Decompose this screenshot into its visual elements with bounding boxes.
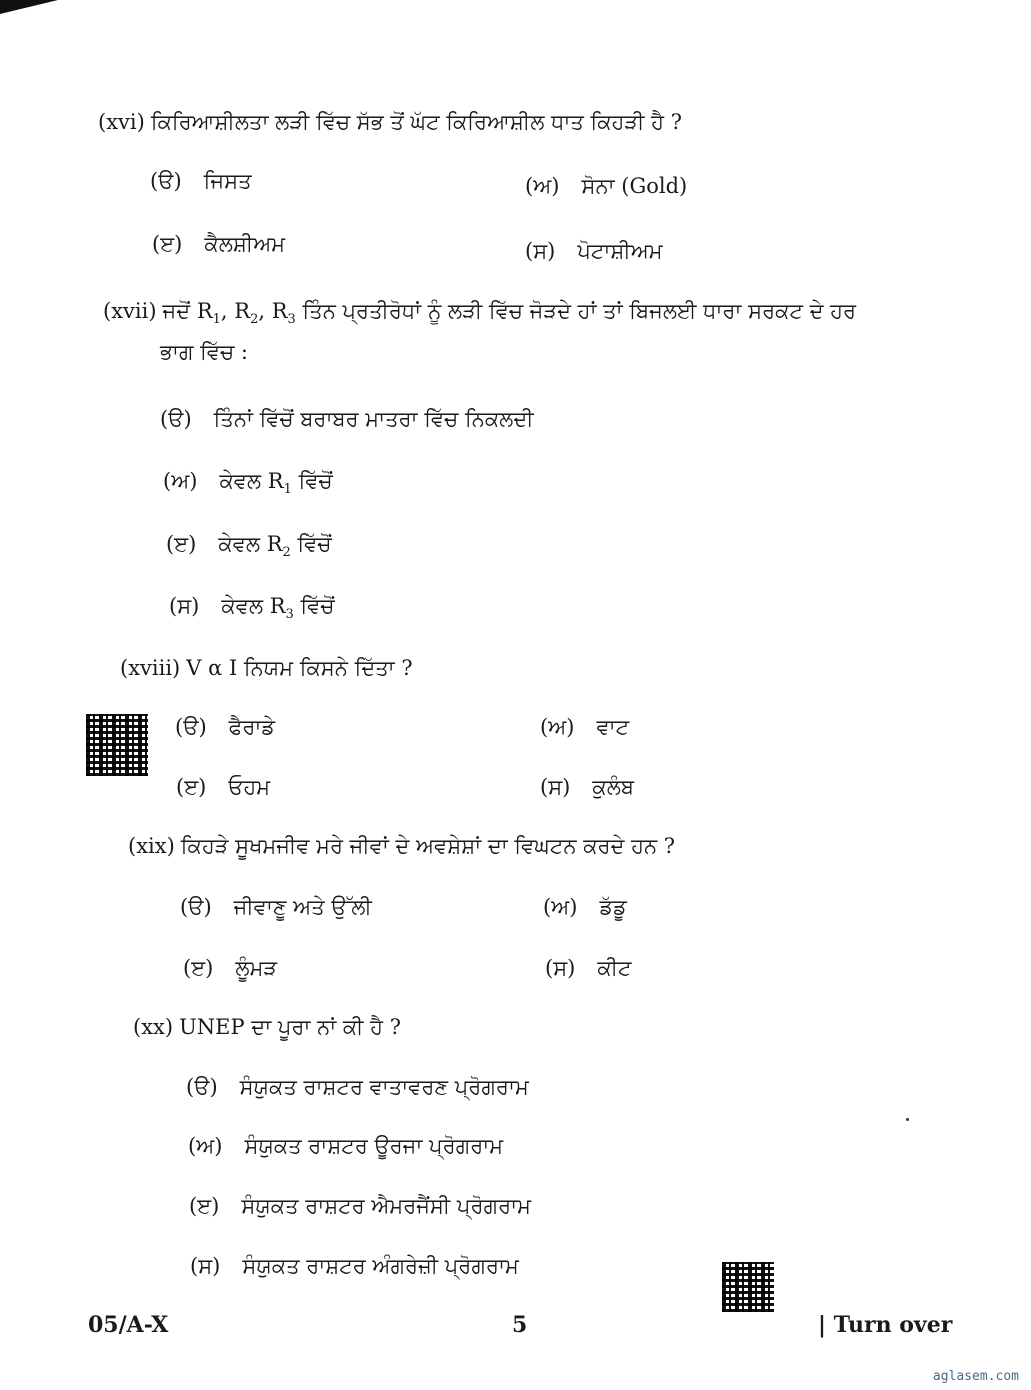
question-text: , R	[258, 299, 288, 323]
option-b	[525, 172, 687, 200]
option-text: ਲੂੰਮੜ	[235, 956, 278, 980]
option-text: ਸੰਯੁਕਤ ਰਾਸ਼ਟਰ ਵਾਤਾਵਰਣ ਪ੍ਰੋਗਰਾਮ	[239, 1075, 529, 1099]
option-text: ਸੋਨਾ (Gold)	[581, 174, 688, 198]
option-text: ਵਿੱਚੋਂ	[291, 469, 333, 493]
question-text: ਜਦੋਂ R	[162, 299, 213, 323]
option-label: (ੳ)	[186, 1075, 218, 1099]
option-text: ਕੇਵਲ R	[218, 532, 283, 556]
option-text: ਕੈਲਸ਼ੀਅਮ	[204, 232, 286, 256]
option-d	[525, 237, 663, 265]
option-text: ਵਿੱਚੋਂ	[293, 594, 335, 618]
question-number: (xx)	[133, 1015, 174, 1039]
question-text: ਤਿੰਨ ਪ੍ਰਤੀਰੋਧਾਂ ਨੂੰ ਲੜੀ ਵਿੱਚ ਜੋੜਦੇ ਹਾਂ ਤਾਂ ਬਿਜਲਈ ਧਾਰਾ ਸਰਕਟ ਦੇ ਹਰ	[295, 299, 857, 323]
option-d	[545, 954, 631, 982]
option-text: ਕੀਟ	[597, 956, 632, 980]
option-a	[186, 1073, 529, 1101]
option-label: (ਸ)	[540, 775, 571, 799]
option-text: ਫੈਰਾਡੇ	[228, 715, 276, 739]
option-label: (ੲ)	[176, 775, 207, 799]
option-label: (ੲ)	[189, 1194, 220, 1218]
option-d	[169, 592, 335, 623]
option-text: ਵਾਟ	[596, 715, 630, 739]
question-number: (xvi)	[98, 110, 145, 134]
turn-over-label: | Turn over	[818, 1312, 953, 1338]
question-text: ਕਿਹੜੇ ਸੂਖਮਜੀਵ ਮਰੇ ਜੀਵਾਂ ਦੇ ਅਵਸ਼ੇਸ਼ਾਂ ਦਾ ਵਿਘਟਨ ਕਰਦੇ ਹਨ ?	[180, 834, 676, 858]
option-label: (ਅ)	[540, 715, 575, 739]
question-text-continued: ਭਾਗ ਵਿੱਚ :	[160, 340, 248, 364]
question-xvi	[98, 108, 682, 136]
question-text: , R	[220, 299, 251, 323]
option-b	[188, 1132, 503, 1160]
question-number: (xix)	[128, 834, 175, 858]
question-text: UNEP ਦਾ ਪੂਰਾ ਨਾਂ ਕੀ ਹੈ ?	[179, 1015, 402, 1039]
option-text: ਸੰਯੁਕਤ ਰਾਸ਼ਟਰ ਊਰਜਾ ਪ੍ਰੋਗਰਾਮ	[244, 1134, 504, 1158]
data-matrix-code	[722, 1262, 774, 1312]
question-xix	[128, 832, 675, 860]
option-text: ਜਿਸਤ	[203, 169, 252, 193]
option-label: (ੳ)	[160, 407, 192, 431]
option-text: ਕੇਵਲ R	[219, 469, 284, 493]
option-label: (ੳ)	[175, 715, 207, 739]
question-number: (xviii)	[120, 656, 181, 680]
option-label: (ੲ)	[152, 232, 183, 256]
question-number: (xvii)	[103, 299, 157, 323]
option-b	[163, 467, 333, 498]
option-label: (ਅ)	[543, 895, 578, 919]
option-c	[176, 773, 270, 801]
option-label: (ਅ)	[525, 174, 560, 198]
subscript: 1	[212, 312, 221, 328]
option-label: (ੳ)	[180, 895, 212, 919]
question-xviii	[120, 654, 413, 682]
subscript: 3	[287, 312, 296, 328]
option-label: (ੲ)	[183, 956, 214, 980]
speck	[906, 1118, 909, 1121]
subscript: 2	[250, 312, 259, 328]
option-text: ਡੱਡੂ	[599, 895, 627, 919]
option-a	[180, 893, 372, 921]
paper-code: 05/A-X	[88, 1312, 169, 1338]
option-text: ਸੰਯੁਕਤ ਰਾਸ਼ਟਰ ਅੰਗਰੇਜ਼ੀ ਪ੍ਰੋਗਰਾਮ	[242, 1254, 519, 1278]
option-label: (ਸ)	[525, 239, 556, 263]
option-a	[160, 405, 534, 433]
option-label: (ਸ)	[190, 1254, 221, 1278]
option-d	[190, 1252, 519, 1280]
subscript: 3	[285, 607, 294, 623]
option-label: (ੲ)	[166, 532, 197, 556]
question-text: ਕਿਰਿਆਸ਼ੀਲਤਾ ਲੜੀ ਵਿੱਚ ਸੱਭ ਤੋਂ ਘੱਟ ਕਿਰਿਆਸ਼ੀਲ ਧਾਤ ਕਿਹੜੀ ਹੈ ?	[150, 110, 682, 134]
option-text: ਓਹਮ	[228, 775, 271, 799]
option-b	[543, 893, 627, 921]
option-label: (ੳ)	[150, 169, 182, 193]
watermark: aglasem.com	[932, 1369, 1019, 1384]
data-matrix-code	[86, 714, 148, 776]
option-text: ਪੋਟਾਸ਼ੀਅਮ	[577, 239, 663, 263]
question-text: V α I ਨਿਯਮ ਕਿਸਨੇ ਦਿੱਤਾ ?	[186, 656, 413, 680]
option-c	[189, 1192, 531, 1220]
corner-mark	[0, 0, 58, 14]
option-c	[152, 230, 285, 258]
option-c	[183, 954, 277, 982]
option-text: ਸੰਯੁਕਤ ਰਾਸ਼ਟਰ ਐਮਰਜੈਂਸੀ ਪ੍ਰੋਗਰਾਮ	[241, 1194, 531, 1218]
option-c	[166, 530, 332, 561]
option-b	[540, 713, 629, 741]
subscript: 1	[283, 482, 292, 498]
option-text: ਕੇਵਲ R	[221, 594, 286, 618]
option-label: (ਸ)	[545, 956, 576, 980]
question-xvii	[103, 297, 857, 328]
option-label: (ਸ)	[169, 594, 200, 618]
option-text: ਵਿੱਚੋਂ	[290, 532, 332, 556]
option-label: (ਅ)	[163, 469, 198, 493]
option-text: ਤਿੰਨਾਂ ਵਿੱਚੋਂ ਬਰਾਬਰ ਮਾਤਰਾ ਵਿੱਚ ਨਿਕਲਦੀ	[213, 407, 534, 431]
option-label: (ਅ)	[188, 1134, 223, 1158]
option-a	[175, 713, 275, 741]
page-number: 5	[512, 1312, 528, 1338]
subscript: 2	[282, 545, 291, 561]
option-a	[150, 167, 252, 195]
question-xx	[133, 1013, 401, 1041]
option-d	[540, 773, 634, 801]
option-text: ਜੀਵਾਣੂ ਅਤੇ ਉੱਲੀ	[233, 895, 372, 919]
option-text: ਕੁਲੰਬ	[592, 775, 634, 799]
